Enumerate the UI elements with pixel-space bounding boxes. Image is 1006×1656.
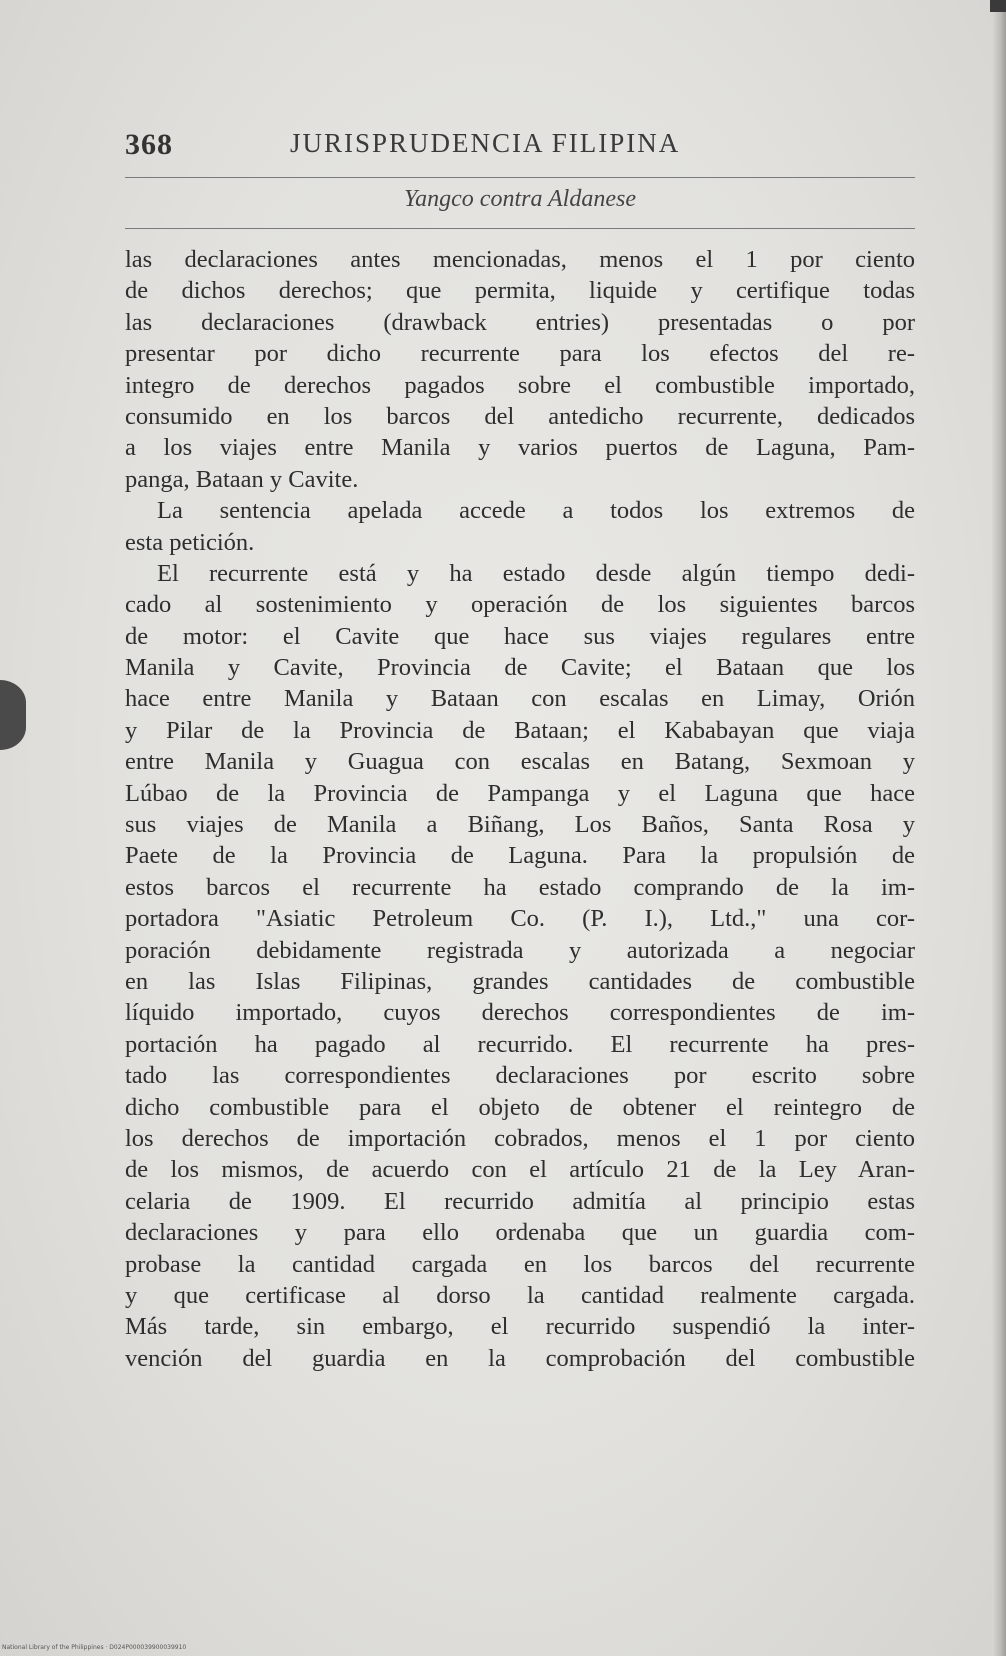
text-line: de motor: el Cavite que hace sus viajes regulares entre xyxy=(125,622,915,650)
text-line: La sentencia apelada accede a todos los extremos de xyxy=(157,497,915,525)
text-line: esta petición. xyxy=(125,528,255,556)
text-line: sus viajes de Manila a Biñang, Los Baños, Santa Rosa y xyxy=(125,811,915,839)
text-line: probase la cantidad cargada en los barcos del recurrente xyxy=(125,1250,915,1278)
text-line: líquido importado, cuyos derechos correspondientes de im- xyxy=(125,999,915,1027)
text-line: poración debidamente registrada y autorizada a negociar xyxy=(125,936,915,964)
text-line: celaria de 1909. El recurrido admitía al principio estas xyxy=(125,1187,915,1215)
text-line: vención del guardia en la comprobación del combustible xyxy=(125,1344,915,1372)
text-line: dicho combustible para el objeto de obtener el reintegro de xyxy=(125,1093,915,1121)
text-line: cado al sostenimiento y operación de los siguientes barcos xyxy=(125,591,915,619)
text-line: tado las correspondientes declaraciones por escrito sobre xyxy=(125,1062,915,1090)
text-line: estos barcos el recurrente ha estado comprando de la im- xyxy=(125,873,915,901)
binding-blot xyxy=(0,680,26,750)
text-line: Más tarde, sin embargo, el recurrido suspendió la inter- xyxy=(125,1313,915,1341)
text-line: y que certificase al dorso la cantidad realmente cargada. xyxy=(125,1281,915,1309)
text-line: presentar por dicho recurrente para los efectos del re- xyxy=(125,340,915,368)
text-line: de los mismos, de acuerdo con el artículo 21 de la Ley Aran- xyxy=(125,1156,915,1184)
case-caption: Yangco contra Aldanese xyxy=(404,186,636,212)
corner-mark xyxy=(990,0,1006,12)
page-edge-shadow xyxy=(992,0,1006,1656)
text-line: panga, Bataan y Cavite. xyxy=(125,465,359,493)
text-line: de dichos derechos; que permita, liquide y certifique todas xyxy=(125,277,915,305)
text-line: Paete de la Provincia de Laguna. Para la propulsión de xyxy=(125,842,915,870)
text-line: las declaraciones antes mencionadas, menos el 1 por ciento xyxy=(125,246,915,273)
text-line: hace entre Manila y Bataan con escalas en Limay, Orión xyxy=(125,685,915,713)
body-text xyxy=(125,244,915,1374)
text-line: las declaraciones (drawback entries) presentadas o por xyxy=(125,308,915,336)
text-line: consumido en los barcos del antedicho recurrente, dedicados xyxy=(125,402,915,430)
text-line: y Pilar de la Provincia de Bataan; el Kababayan que viaja xyxy=(125,716,915,744)
text-line: Manila y Cavite, Provincia de Cavite; el Bataan que los xyxy=(125,654,915,682)
header-rule-bottom xyxy=(125,228,915,229)
text-line: entre Manila y Guagua con escalas en Batang, Sexmoan y xyxy=(125,748,915,776)
text-line: a los viajes entre Manila y varios puertos de Laguna, Pam- xyxy=(125,434,915,462)
page-header xyxy=(125,128,915,168)
running-title: JURISPRUDENCIA FILIPINA xyxy=(290,128,681,158)
text-line: portadora "Asiatic Petroleum Co. (P. I.), Ltd.," una cor- xyxy=(125,905,915,933)
text-line: en las Islas Filipinas, grandes cantidades de combustible xyxy=(125,967,915,995)
text-line: Lúbao de la Provincia de Pampanga y el Laguna que hace xyxy=(125,779,915,807)
text-line: portación ha pagado al recurrido. El recurrente ha pres- xyxy=(125,1030,915,1058)
header-rule-top xyxy=(125,177,915,178)
text-line: El recurrente está y ha estado desde algún tiempo dedi- xyxy=(157,559,915,587)
text-line: integro de derechos pagados sobre el combustible importado, xyxy=(125,371,915,399)
text-line: los derechos de importación cobrados, menos el 1 por ciento xyxy=(125,1124,915,1152)
page-number: 368 xyxy=(125,128,173,161)
scan-credit: National Library of the Philippines · D024P000039900039910 xyxy=(2,1644,187,1651)
text-line: declaraciones y para ello ordenaba que un guardia com- xyxy=(125,1219,915,1247)
